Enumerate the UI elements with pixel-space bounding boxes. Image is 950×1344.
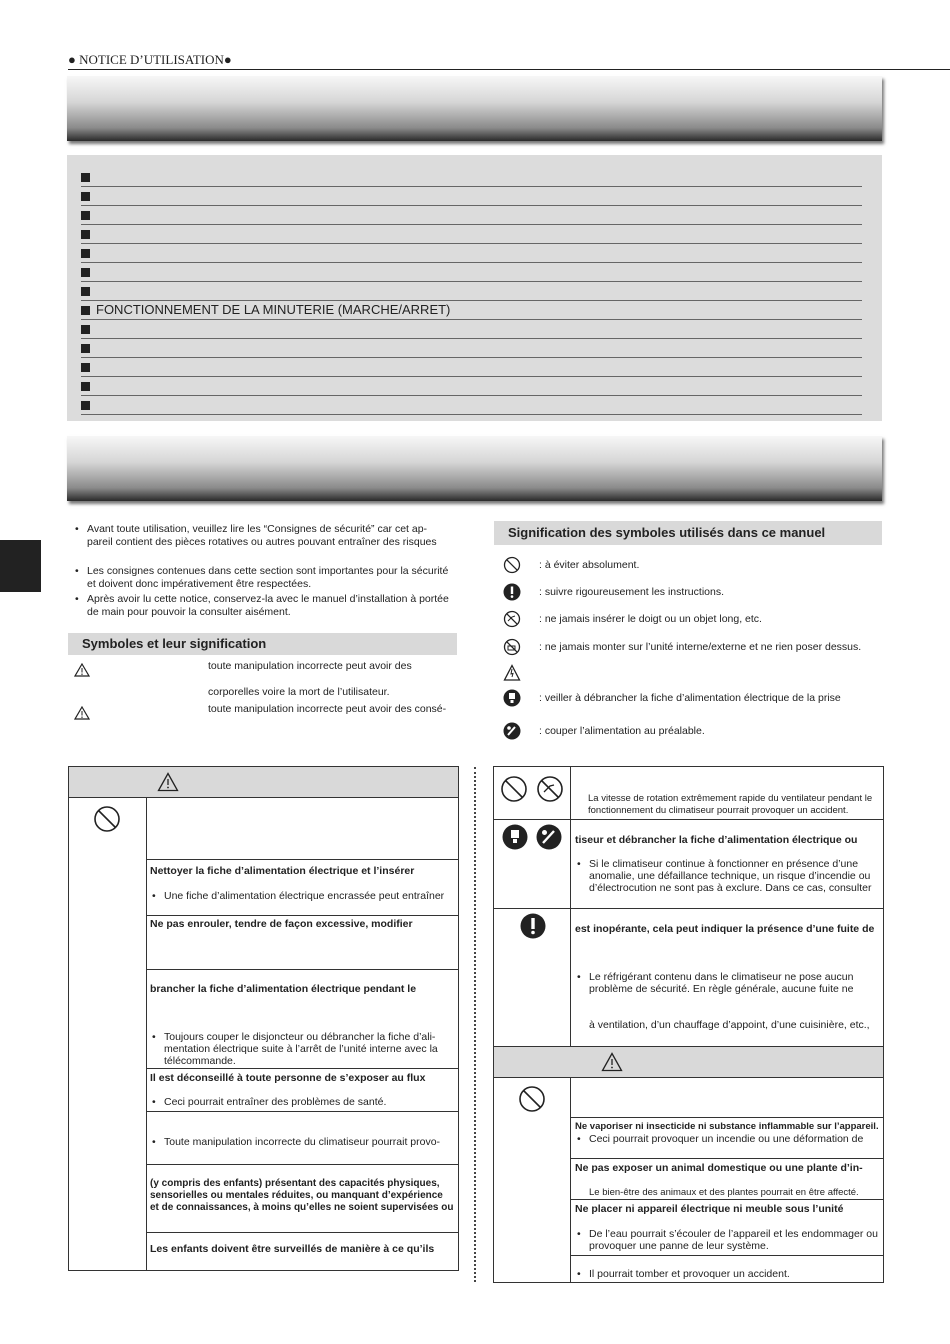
square-bullet-icon	[81, 344, 90, 353]
toc-item[interactable]	[81, 376, 862, 396]
unplug-icon	[503, 689, 521, 707]
toc-item[interactable]: FONCTIONNEMENT DE LA MINUTERIE (MARCHE/ARRET)	[81, 300, 862, 320]
warning-detail: • Ceci pourrait entraîner des problèmes de santé.	[150, 1096, 386, 1108]
toc-item[interactable]	[81, 167, 862, 187]
table-of-contents	[67, 155, 882, 421]
caution-detail: • Ceci pourrait provoquer un incendie ou une déformation de	[575, 1133, 863, 1145]
square-bullet-icon	[81, 249, 90, 258]
square-bullet-icon	[81, 211, 90, 220]
toc-item[interactable]	[81, 319, 862, 339]
square-bullet-icon	[81, 325, 90, 334]
warning-triangle-icon	[601, 1052, 623, 1072]
square-bullet-icon	[81, 306, 90, 315]
prohibit-icon	[500, 775, 528, 803]
symbol-description: corporelles voire la mort de l’utilisateur.	[208, 686, 390, 698]
toc-item[interactable]	[81, 281, 862, 301]
exclamation-icon	[520, 913, 546, 939]
power-off-icon	[503, 722, 521, 740]
exclamation-icon	[503, 583, 521, 601]
warning-detail: • Si le climatiseur continue à fonctionner en présence d’une anomalie, une défaillance technique, un risque d’incendie ou d’électrocution ne sont pas à exclure. Dans ce cas, consulter	[575, 858, 880, 894]
no-climb-icon	[503, 638, 521, 656]
caution-item: Ne placer ni appareil électrique ni meuble sous l’unité	[575, 1203, 844, 1215]
intro-bullet: • Les consignes contenues dans cette section sont importantes pour la sécurité et doivent donc impérativement être respectées.	[73, 565, 451, 591]
prohibit-icon	[518, 1085, 546, 1113]
caution-detail: • De l’eau pourrait s’écouler de l’appareil et les endommager ou provoquer une panne de leur système.	[575, 1228, 880, 1252]
warning-item: tiseur et débrancher la fiche d’alimentation électrique ou	[575, 834, 858, 846]
square-bullet-icon	[81, 287, 90, 296]
title-banner-1	[67, 76, 882, 141]
square-bullet-icon	[81, 401, 90, 410]
square-bullet-icon	[81, 230, 90, 239]
caution-item: Ne vaporiser ni insecticide ni substance inflammable sur l’appareil.	[575, 1121, 879, 1132]
intro-bullet: • Avant toute utilisation, veuillez lire les “Consignes de sécurité” car cet ap-pareil contient des pièces rotatives ou autres pouvant entraîner des risques	[73, 523, 451, 549]
warning-item: Les enfants doivent être surveillés de manière à ce qu’ils	[150, 1243, 435, 1255]
warning-triangle-icon	[74, 706, 90, 720]
toc-item[interactable]	[81, 186, 862, 206]
warning-item: (y compris des enfants) présentant des capacités physiques, sensorielles ou mentales réduites, ou manquant d’expérience et de connaissances, à moins qu’elles ne soient supervisées ou	[150, 1178, 454, 1213]
warning-detail: La vitesse de rotation extrêmement rapide du ventilateur pendant le fonctionnement du climatiseur pourrait provoquer un accident.	[588, 793, 873, 816]
toc-item[interactable]	[81, 205, 862, 225]
section-tab	[0, 540, 41, 592]
warning-item: Nettoyer la fiche d’alimentation électrique et l’insérer	[150, 865, 415, 877]
symbols-heading: Symboles et leur signification	[68, 633, 457, 655]
caution-box-header	[494, 1046, 883, 1078]
warning-item: Il est déconseillé à toute personne de s’exposer au flux	[150, 1072, 426, 1084]
toc-item[interactable]	[81, 357, 862, 377]
toc-item[interactable]	[81, 224, 862, 244]
prohibit-icon	[503, 556, 521, 574]
toc-item[interactable]	[81, 338, 862, 358]
warning-item: brancher la fiche d’alimentation électrique pendant le	[150, 983, 417, 995]
toc-item[interactable]	[81, 243, 862, 263]
warning-box-right	[493, 766, 884, 1283]
warning-item: Ne pas enrouler, tendre de façon excessive, modifier	[150, 918, 413, 930]
power-off-icon	[536, 824, 562, 850]
symbol-description: toute manipulation incorrecte peut avoir des consé-	[208, 703, 447, 715]
warning-triangle-icon	[157, 772, 179, 792]
warning-detail: • Toute manipulation incorrecte du climatiseur pourrait provo-	[150, 1136, 440, 1148]
square-bullet-icon	[81, 173, 90, 182]
warning-detail: • Toujours couper le disjoncteur ou débrancher la fiche d’ali-mentation électrique suite à l’arrêt de l’unité interne avec la télécommande.	[150, 1031, 455, 1067]
warning-item: est inopérante, cela peut indiquer la présence d’une fuite de	[575, 923, 875, 935]
warning-box-left	[68, 766, 459, 1271]
warning-detail: • Une fiche d’alimentation électrique encrassée peut entraîner	[150, 890, 444, 902]
square-bullet-icon	[81, 382, 90, 391]
manual-symbols-heading: Signification des symboles utilisés dans ce manuel	[494, 521, 882, 545]
no-finger-icon	[536, 775, 564, 803]
toc-item[interactable]	[81, 262, 862, 282]
toc-item[interactable]	[81, 395, 862, 415]
intro-bullets	[73, 523, 451, 619]
caution-detail: • Il pourrait tomber et provoquer un accident.	[575, 1268, 790, 1280]
column-separator	[474, 767, 476, 1282]
symbol-description: toute manipulation incorrecte peut avoir des	[208, 660, 412, 672]
intro-bullet: • Après avoir lu cette notice, conservez-la avec le manuel d’installation à portée de main pour pouvoir la consulter aisément.	[73, 593, 451, 619]
square-bullet-icon	[81, 363, 90, 372]
prohibit-icon	[93, 805, 121, 833]
caution-detail: Le bien-être des animaux et des plantes pourrait en être affecté.	[589, 1187, 859, 1198]
warning-box-header	[69, 767, 458, 798]
warning-triangle-icon	[74, 663, 90, 677]
warning-detail: à ventilation, d’un chauffage d’appoint, d’une cuisinière, etc.,	[589, 1019, 870, 1031]
unplug-icon	[502, 824, 528, 850]
caution-item: Ne pas exposer un animal domestique ou une plante d’in-	[575, 1162, 863, 1174]
header-notice: ● NOTICE D’UTILISATION●	[68, 52, 232, 67]
warning-detail: • Le réfrigérant contenu dans le climatiseur ne pose aucun problème de sécurité. En règle générale, aucune fuite ne	[575, 971, 880, 995]
no-finger-icon	[503, 610, 521, 628]
warning-triangle-icon	[503, 664, 521, 682]
square-bullet-icon	[81, 268, 90, 277]
header-rule	[68, 69, 950, 70]
square-bullet-icon	[81, 192, 90, 201]
title-banner-2	[67, 436, 882, 501]
